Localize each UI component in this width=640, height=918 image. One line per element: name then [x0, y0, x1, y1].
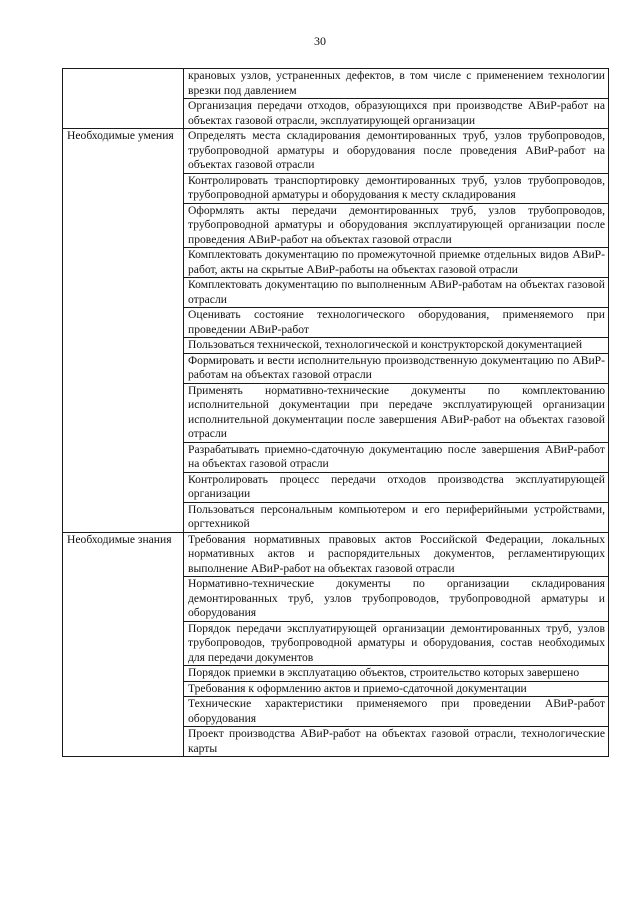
table-cell: Комплектовать документацию по выполненным АВиР-работам на объектах газовой отрасли [184, 278, 609, 308]
table-cell: Оценивать состояние технологического оборудования, применяемого при проведении АВиР-работ [184, 308, 609, 338]
table-cell: Пользоваться персональным компьютером и его периферийными устройствами, оргтехникой [184, 502, 609, 532]
table-row [63, 532, 609, 577]
table-cell: Комплектовать документацию по промежуточной приемке отдельных видов АВиР-работ, акты на скрытые АВиР-работы на объектах газовой отрасли [184, 248, 609, 278]
table-cell: Требования к оформлению актов и приемо-сдаточной документации [184, 681, 609, 697]
table-cell: Нормативно-технические документы по организации складирования демонтированных труб, узлов трубопроводов, трубопроводной арматуры и оборудования [184, 577, 609, 622]
table-row [63, 129, 609, 174]
requirements-table [62, 68, 609, 757]
table-cell: Определять места складирования демонтированных труб, узлов трубопроводов, трубопроводной арматуры и оборудования после проведения АВиР-работ на объектах газовой отрасли [184, 129, 609, 174]
table-cell: Технические характеристики применяемого при проведении АВиР-работ оборудования [184, 697, 609, 727]
table-cell: Контролировать процесс передачи отходов производства эксплуатирующей организации [184, 472, 609, 502]
table-cell: Контролировать транспортировку демонтированных труб, узлов трубопроводов, трубопроводной арматуры и оборудования к месту складирования [184, 173, 609, 203]
table-cell: Пользоваться технической, технологической и конструкторской документацией [184, 338, 609, 354]
table-cell: Порядок передачи эксплуатирующей организации демонтированных труб, узлов трубопроводов, трубопроводной арматуры и оборудования, состав необходимых для передачи документов [184, 621, 609, 666]
page-number: 30 [314, 34, 326, 48]
table-cell: Применять нормативно-технические документы по комплектованию исполнительной документации при передаче эксплуатирующей организации исполнительной документации после завершения АВиР-работ на объектах газовой отрасли [184, 383, 609, 442]
table-cell: крановых узлов, устраненных дефектов, в том числе с применением технологии врезки под давлением [184, 69, 609, 99]
table-cell: Оформлять акты передачи демонтированных труб, узлов трубопроводов, трубопроводной арматуры и оборудования эксплуатирующей организации после проведения АВиР-работ на объектах газовой отрасли [184, 203, 609, 248]
table-cell: Разрабатывать приемно-сдаточную документацию после завершения АВиР-работ на объектах газовой отрасли [184, 442, 609, 472]
table-cell: Порядок приемки в эксплуатацию объектов, строительство которых завершено [184, 666, 609, 682]
table-cell: Организация передачи отходов, образующихся при производстве АВиР-работ на объектах газовой отрасли, эксплуатирующей организации [184, 99, 609, 129]
row-label-skills: Необходимые умения [63, 129, 184, 533]
table-cell: Требования нормативных правовых актов Российской Федерации, локальных нормативных актов и распорядительных документов, регламентирующих выполнение АВиР-работ на объектах газовой отрасли [184, 532, 609, 577]
row-label-cell [63, 69, 184, 129]
table-cell: Проект производства АВиР-работ на объектах газовой отрасли, технологические карты [184, 727, 609, 757]
table-cell: Формировать и вести исполнительную производственную документацию по АВиР-работам на объектах газовой отрасли [184, 353, 609, 383]
row-label-knowledge: Необходимые знания [63, 532, 184, 757]
table-row [63, 69, 609, 99]
